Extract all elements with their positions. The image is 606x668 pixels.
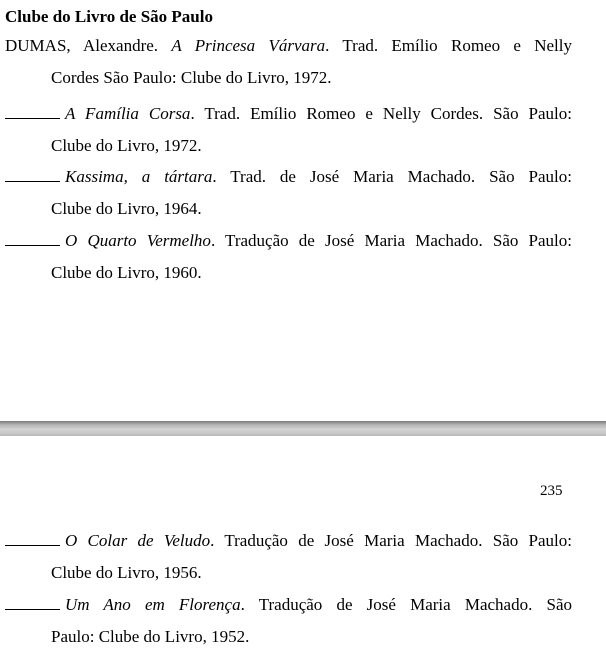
bibliography-entry: [5, 30, 572, 94]
entry-continuation: Cordes São Paulo: Clube do Livro, 1972.: [51, 68, 332, 87]
bibliography-entry: [5, 225, 572, 289]
entry-title: Kassima, a tártara: [65, 167, 213, 186]
entry-title: O Colar de Veludo: [65, 531, 211, 550]
entry-details: . Trad. Emílio Romeo e Nelly: [325, 36, 572, 55]
repeated-author-rule: [5, 117, 60, 119]
repeated-author-rule: [5, 544, 60, 546]
entry-continuation: Paulo: Clube do Livro, 1952.: [51, 627, 250, 646]
entry-details: . Tradução de José Maria Machado. São Paulo:: [210, 531, 572, 550]
bibliography-entry: [5, 98, 572, 162]
entry-details: . Trad. de José Maria Machado. São Paulo:: [212, 167, 572, 186]
bibliography-entry: [5, 161, 572, 225]
entry-continuation: Clube do Livro, 1964.: [51, 199, 202, 218]
bibliography-entry: [5, 589, 572, 653]
page-number: 235: [540, 483, 563, 499]
entry-title: O Quarto Vermelho: [65, 231, 211, 250]
repeated-author-rule: [5, 608, 60, 610]
entry-details: . Trad. Emílio Romeo e Nelly Cordes. São Paulo:: [190, 104, 572, 123]
bibliography-entry: [5, 525, 572, 589]
entry-details: . Tradução de José Maria Machado. São Paulo:: [210, 231, 572, 250]
repeated-author-rule: [5, 180, 60, 182]
entry-continuation: Clube do Livro, 1956.: [51, 563, 202, 582]
section-title: Clube do Livro de São Paulo: [5, 7, 213, 26]
page-separator: [0, 421, 606, 436]
repeated-author-rule: [5, 244, 60, 246]
entry-title: A Princesa Várvara: [171, 36, 326, 55]
entry-title: A Família Corsa: [65, 104, 191, 123]
entry-title: Um Ano em Florença: [65, 595, 241, 614]
entry-continuation: Clube do Livro, 1960.: [51, 263, 202, 282]
entry-author: DUMAS, Alexandre.: [5, 36, 159, 55]
entry-details: . Tradução de José Maria Machado. São: [240, 595, 572, 614]
entry-continuation: Clube do Livro, 1972.: [51, 136, 202, 155]
